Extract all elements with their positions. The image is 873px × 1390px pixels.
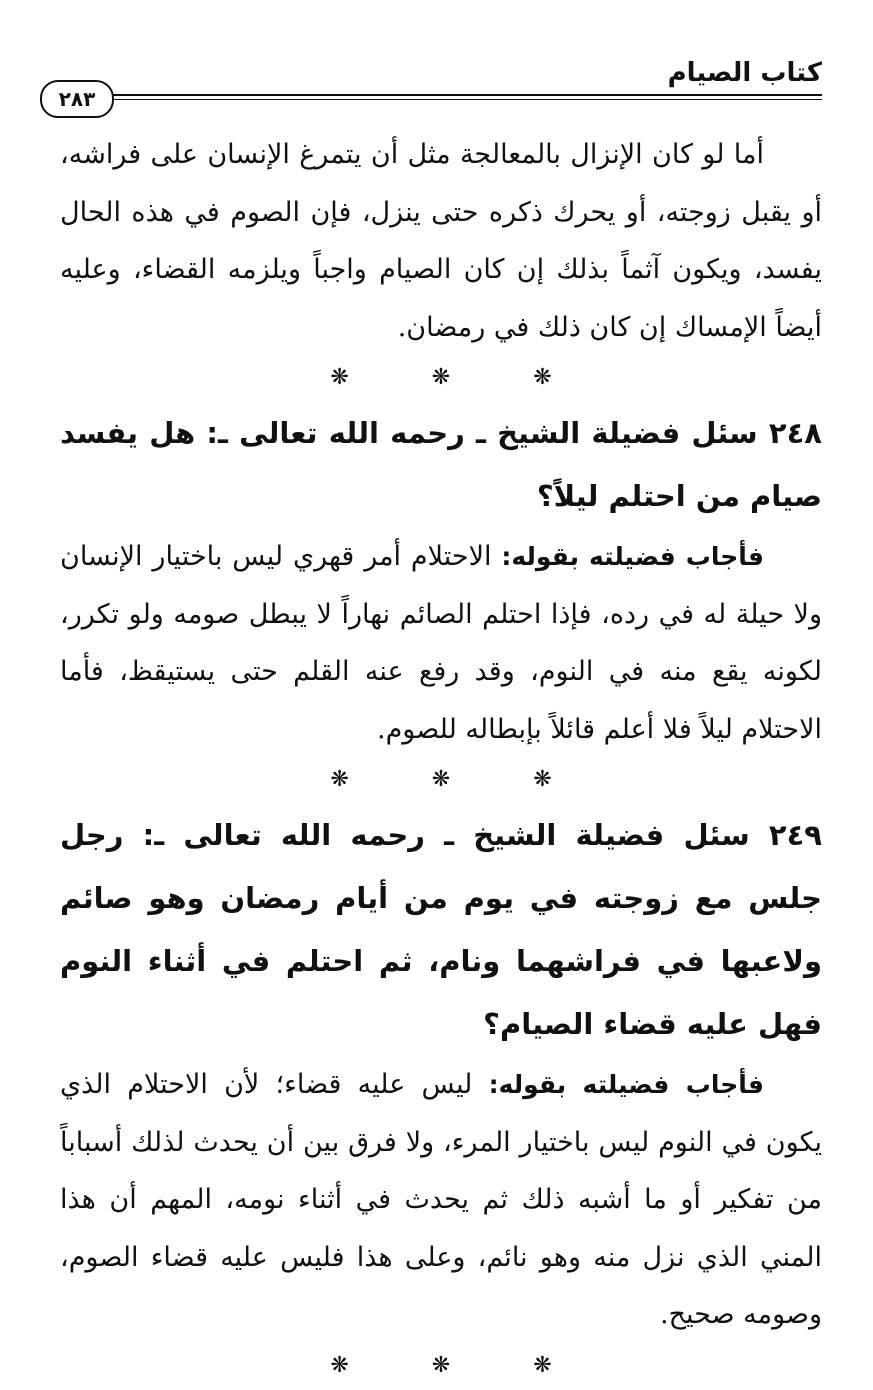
section-separator: ❋ ❋ ❋ — [330, 365, 590, 390]
answer-248 — [60, 528, 822, 758]
answer-249 — [60, 1056, 822, 1344]
page-body — [60, 126, 822, 1390]
answer-text: الاحتلام أمر قهري ليس باختيار الإنسان ولا حيلة له في رده، فإذا احتلم الصائم نهاراً لا يبطل صومه ولو تكرر، لكونه يقع منه في النوم، وقد رفع عنه القلم حتى يستيقظ، فأما الاحتلام ليلاً فلا أعلم قائلاً بإبطاله للصوم. — [60, 541, 822, 745]
header-rule-thin — [104, 99, 822, 100]
page-header — [40, 50, 822, 114]
intro-paragraph: أما لو كان الإنزال بالمعالجة مثل أن يتمرغ الإنسان على فراشه، أو يقبل زوجته، أو يحرك ذكره حتى ينزل، فإن الصوم في هذه الحال يفسد، ويكون آثماً بذلك إن كان الصيام واجباً ويلزمه القضاء، وعليه أيضاً الإمساك إن كان ذلك في رمضان. — [60, 139, 822, 343]
answer-label: فأجاب فضيلته بقوله: — [501, 542, 764, 571]
section-separator: ❋ ❋ ❋ — [330, 767, 590, 792]
chapter-title: كتاب الصيام — [667, 58, 822, 88]
answer-text: ليس عليه قضاء؛ لأن الاحتلام الذي يكون في النوم ليس باختيار المرء، ولا فرق بين أن يحدث لذلك أسباباً من تفكير أو ما أشبه ذلك ثم يحدث في أثناء نومه، المهم أن هذا المني الذي نزل منه وهو نائم، وعلى هذا فليس عليه قضاء الصوم، وصومه صحيح. — [60, 1069, 822, 1330]
question-249: ٢٤٩ سئل فضيلة الشيخ ـ رحمه الله تعالى ـ: رجل جلس مع زوجته في يوم من أيام رمضان وهو صائم ولاعبها في فراشهما ونام، ثم احتلم في أثناء النوم فهل عليه قضاء الصيام؟ — [60, 818, 822, 1041]
header-rule — [104, 94, 822, 96]
page-number: ٢٨٣ — [40, 80, 114, 118]
section-separator: ❋ ❋ ❋ — [330, 1352, 590, 1378]
question-248: ٢٤٨ سئل فضيلة الشيخ ـ رحمه الله تعالى ـ: هل يفسد صيام من احتلم ليلاً؟ — [60, 416, 822, 513]
answer-label: فأجاب فضيلته بقوله: — [488, 1070, 764, 1099]
